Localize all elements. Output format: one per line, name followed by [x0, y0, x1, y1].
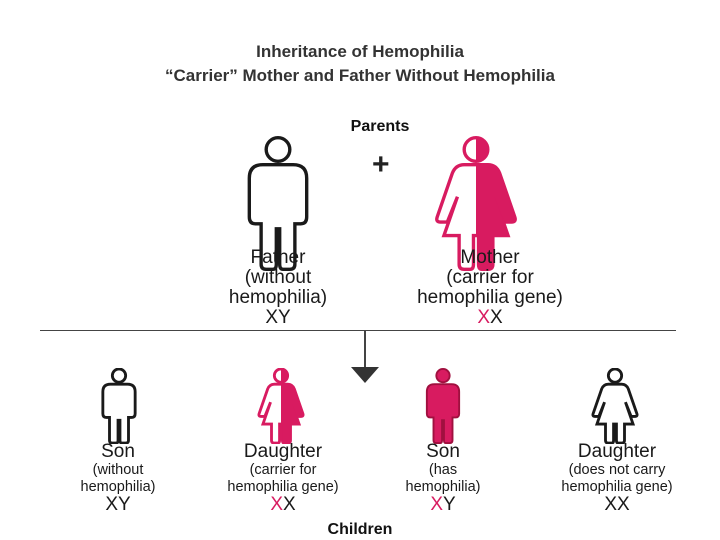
child-2-x: X [283, 494, 296, 516]
father-y-chromosome: Y [278, 306, 291, 328]
father-x-chromosome: X [265, 306, 278, 328]
mother-desc-1: (carrier for [446, 266, 534, 288]
parents-label: Parents [350, 118, 410, 135]
mother-genotype [385, 308, 595, 328]
child-1-label [48, 442, 188, 515]
child-1-desc-2: hemophilia) [80, 478, 156, 495]
son-2-filled-male-figure-icon [424, 368, 462, 444]
child-1-name: Son [101, 441, 135, 462]
child-4-desc-1: (does not carry [568, 461, 666, 478]
mother-label [385, 248, 595, 328]
child-1-genotype [48, 495, 188, 515]
mother-normal-x-chromosome: X [490, 306, 503, 328]
child-1-y: Y [118, 494, 131, 516]
title-line-2: “Carrier” Mother and Father Without Hemophilia [165, 66, 555, 85]
child-1-x: X [105, 494, 118, 516]
son-1-male-figure-icon [100, 368, 138, 444]
plus-sign: + [372, 148, 390, 181]
children-label: Children [327, 521, 393, 538]
child-3-affected-x: X [430, 494, 443, 516]
child-2-desc-2: hemophilia gene) [227, 478, 339, 495]
mother-desc-2: hemophilia gene) [417, 286, 563, 308]
child-2-name: Daughter [243, 441, 323, 462]
father-genotype [198, 308, 358, 328]
child-4-x-1: X [604, 494, 617, 516]
child-3-desc-1: (has [428, 461, 458, 478]
child-4-genotype [532, 495, 702, 515]
down-arrow-icon [347, 331, 383, 385]
father-label [198, 248, 358, 328]
child-3-label [378, 442, 508, 515]
child-4-name: Daughter [577, 441, 657, 462]
child-2-label [200, 442, 366, 515]
father-desc-1: (without [244, 266, 312, 288]
child-2-genotype [200, 495, 366, 515]
child-4-x-2: X [617, 494, 630, 516]
child-4-label [532, 442, 702, 515]
title-line-1: Inheritance of Hemophilia [256, 42, 464, 61]
daughter-1-half-filled-female-icon [256, 368, 306, 444]
child-3-genotype [378, 495, 508, 515]
child-2-affected-x: X [270, 494, 283, 516]
daughter-2-female-figure-icon [590, 368, 640, 444]
child-4-desc-2: hemophilia gene) [561, 478, 673, 495]
child-1-desc-1: (without [92, 461, 144, 478]
mother-affected-x-chromosome: X [477, 306, 490, 328]
child-2-desc-1: (carrier for [249, 461, 317, 478]
father-desc-2: hemophilia) [228, 286, 328, 308]
child-3-name: Son [426, 441, 460, 462]
mother-name: Mother [460, 247, 520, 268]
child-3-y: Y [443, 494, 456, 516]
father-name: Father [250, 247, 306, 268]
child-3-desc-2: hemophilia) [405, 478, 481, 495]
